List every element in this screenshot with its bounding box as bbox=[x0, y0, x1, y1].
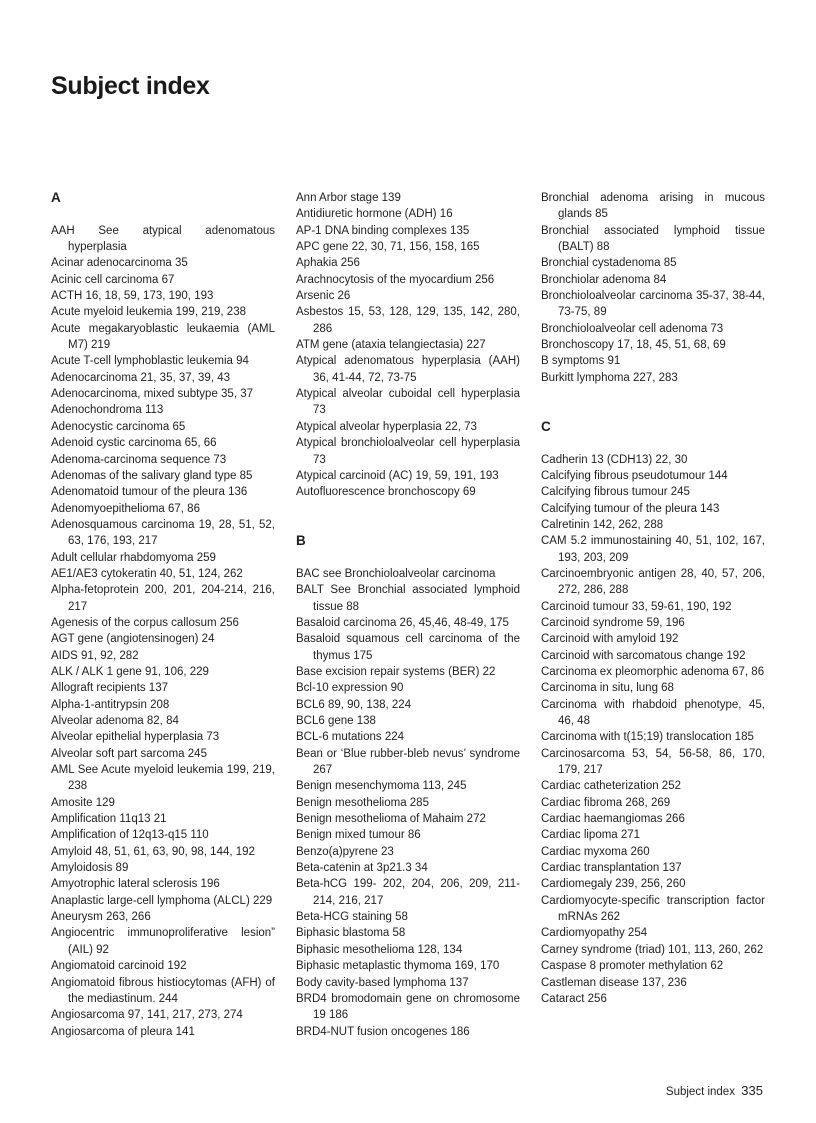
index-entry: Asbestos 15, 53, 128, 129, 135, 142, 280, 286 bbox=[296, 306, 520, 335]
index-column-1 bbox=[51, 190, 275, 1040]
section-letter-heading: C bbox=[541, 418, 551, 434]
index-column-2 bbox=[296, 190, 520, 1040]
index-entry: Angiosarcoma of pleura 141 bbox=[51, 1025, 195, 1038]
index-entry: AAH See atypical adenomatous hyperplasia bbox=[51, 224, 275, 254]
index-entry: Amyloidosis 89 bbox=[51, 862, 129, 875]
index-entry: Acinic cell carcinoma 67 bbox=[51, 273, 175, 286]
index-entry: Cardiac catheterization 252 bbox=[541, 780, 681, 793]
running-footer-label: Subject index bbox=[665, 1086, 735, 1098]
index-entry: Cardiomyopathy 254 bbox=[541, 927, 648, 940]
index-entry: Cataract 256 bbox=[541, 992, 607, 1005]
index-entry: Atypical adenomatous hyperplasia (AAH) 36, 41-44, 72, 73-75 bbox=[296, 355, 520, 384]
index-entry: Atypical alveolar hyperplasia 22, 73 bbox=[296, 420, 477, 433]
index-entry: Acute megakaryoblastic leukaemia (AML M7) 219 bbox=[51, 322, 275, 352]
index-entry: Alpha-fetoprotein 200, 201, 204-214, 216, 217 bbox=[51, 584, 275, 613]
index-entry: Calcifying fibrous pseudotumour 144 bbox=[541, 469, 728, 482]
index-entry: Alveolar epithelial hyperplasia 73 bbox=[51, 731, 220, 744]
index-entry: Beta-catenin at 3p21.3 34 bbox=[296, 862, 428, 875]
index-entry: BCL6 gene 138 bbox=[296, 715, 376, 727]
index-entry: Carcinoma ex pleomorphic adenoma 67, 86 bbox=[541, 665, 765, 678]
index-entry: Bcl-10 expression 90 bbox=[296, 682, 404, 695]
index-entry: BRD4 bromodomain gene on chromosome 19 186 bbox=[296, 992, 520, 1022]
index-entry: Amyotrophic lateral sclerosis 196 bbox=[51, 878, 220, 891]
index-entry: Angiocentric immunoproliferative lesion” (AIL) 92 bbox=[51, 927, 275, 956]
index-entry: Ann Arbor stage 139 bbox=[296, 192, 401, 204]
index-entry: Carcinoid tumour 33, 59-61, 190, 192 bbox=[541, 600, 732, 613]
index-entry: Amplification of 12q13-q15 110 bbox=[51, 829, 209, 842]
index-entry: Angiosarcoma 97, 141, 217, 273, 274 bbox=[51, 1009, 243, 1022]
index-entry: BAC see Bronchioloalveolar carcinoma bbox=[296, 567, 496, 580]
index-entry: Cardiomyocyte-specific transcription factor mRNAs 262 bbox=[541, 894, 765, 924]
index-entry: Adenoid cystic carcinoma 65, 66 bbox=[51, 437, 217, 450]
index-entry: Caspase 8 promoter methylation 62 bbox=[541, 960, 724, 973]
index-entry: Amplification 11q13 21 bbox=[51, 813, 167, 826]
index-entry: Cardiac transplantation 137 bbox=[541, 862, 682, 875]
index-entry: Castleman disease 137, 236 bbox=[541, 976, 687, 989]
index-entry: Carcinoma in situ, lung 68 bbox=[541, 682, 674, 695]
index-entry: Base excision repair systems (BER) 22 bbox=[296, 665, 496, 678]
page-footer bbox=[666, 1083, 763, 1098]
index-entry: AIDS 91, 92, 282 bbox=[51, 649, 139, 662]
index-entry: Body cavity-based lymphoma 137 bbox=[296, 976, 469, 989]
index-section-continued bbox=[541, 190, 765, 386]
index-entry: Adult cellular rhabdomyoma 259 bbox=[51, 551, 216, 564]
index-entry: Carney syndrome (triad) 101, 113, 260, 262 bbox=[541, 943, 764, 956]
index-entry: Alpha-1-antitrypsin 208 bbox=[51, 698, 170, 711]
index-entry: Acute T-cell lymphoblastic leukemia 94 bbox=[51, 355, 249, 368]
index-entry: Carcinoid with amyloid 192 bbox=[541, 633, 679, 646]
index-entry: Beta-hCG 199- 202, 204, 206, 209, 211-214, 216, 217 bbox=[296, 878, 520, 907]
index-entry: Bronchial adenoma arising in mucous glands 85 bbox=[541, 192, 765, 221]
index-entry: Calcifying tumour of the pleura 143 bbox=[541, 502, 720, 515]
index-entry: Antidiuretic hormone (ADH) 16 bbox=[296, 208, 453, 221]
page-number: 335 bbox=[741, 1083, 763, 1098]
index-entry: Adenomyoepithelioma 67, 86 bbox=[51, 502, 200, 515]
index-entry: Bronchioloalveolar carcinoma 35-37, 38-44, 73-75, 89 bbox=[541, 290, 765, 319]
index-entry: Bronchoscopy 17, 18, 45, 51, 68, 69 bbox=[541, 339, 726, 352]
index-entry: Biphasic metaplastic thymoma 169, 170 bbox=[296, 960, 500, 973]
index-entry: Bronchioloalveolar cell adenoma 73 bbox=[541, 322, 724, 335]
index-entry: Adenomas of the salivary gland type 85 bbox=[51, 469, 253, 482]
index-entry: Aneurysm 263, 266 bbox=[51, 911, 151, 924]
index-entry: Arachnocytosis of the myocardium 256 bbox=[296, 273, 495, 286]
index-entry: Agenesis of the corpus callosum 256 bbox=[51, 616, 239, 629]
index-entry: Calcifying fibrous tumour 245 bbox=[541, 486, 690, 499]
index-entry: Allograft recipients 137 bbox=[51, 682, 168, 695]
index-entry: Adenoma-carcinoma sequence 73 bbox=[51, 453, 227, 466]
index-entry: Atypical carcinoid (AC) 19, 59, 191, 193 bbox=[296, 469, 499, 482]
index-entry: B symptoms 91 bbox=[541, 355, 621, 368]
index-entry: Biphasic mesothelioma 128, 134 bbox=[296, 943, 463, 956]
index-entry: CAM 5.2 immunostaining 40, 51, 102, 167, 193, 203, 209 bbox=[541, 535, 765, 564]
index-entry: Benign mixed tumour 86 bbox=[296, 829, 421, 842]
index-section-b bbox=[296, 533, 520, 1040]
index-entry: Cardiomegaly 239, 256, 260 bbox=[541, 878, 686, 891]
index-entry: Alveolar adenoma 82, 84 bbox=[51, 715, 179, 727]
index-entry: BRD4-NUT fusion oncogenes 186 bbox=[296, 1025, 470, 1038]
index-entry: Carcinoid with sarcomatous change 192 bbox=[541, 649, 746, 662]
index-entry: Carcinoembryonic antigen 28, 40, 57, 206, 272, 286, 288 bbox=[541, 567, 765, 597]
index-entry: BCL-6 mutations 224 bbox=[296, 731, 405, 744]
index-entry: Adenosquamous carcinoma 19, 28, 51, 52, 63, 176, 193, 217 bbox=[51, 518, 275, 548]
index-entry: Angiomatoid carcinoid 192 bbox=[51, 960, 187, 973]
index-entry: Adenocarcinoma, mixed subtype 35, 37 bbox=[51, 388, 254, 401]
index-entry: Adenomatoid tumour of the pleura 136 bbox=[51, 486, 248, 499]
index-entry: Adenochondroma 113 bbox=[51, 404, 164, 417]
index-section-continued bbox=[296, 190, 520, 501]
index-entry: Angiomatoid fibrous histiocytomas (AFH) of the mediastinum. 244 bbox=[51, 976, 275, 1005]
index-entry: Arsenic 26 bbox=[296, 290, 351, 303]
index-entry: Carcinoma with rhabdoid phenotype, 45, 46, 48 bbox=[541, 698, 765, 727]
index-entry: Cardiac lipoma 271 bbox=[541, 829, 641, 842]
index-entry: Anaplastic large-cell lymphoma (ALCL) 229 bbox=[51, 894, 273, 907]
index-column-3 bbox=[541, 190, 765, 1007]
index-entry: Burkitt lymphoma 227, 283 bbox=[541, 371, 678, 384]
index-entry: Carcinoid syndrome 59, 196 bbox=[541, 616, 685, 629]
index-entry: AGT gene (angiotensinogen) 24 bbox=[51, 633, 215, 646]
index-section-a bbox=[51, 190, 275, 1040]
index-entry: Atypical bronchioloalveolar cell hyperplasia 73 bbox=[296, 437, 520, 466]
index-entry: Benign mesothelioma 285 bbox=[296, 796, 429, 809]
index-entry: Acinar adenocarcinoma 35 bbox=[51, 257, 188, 270]
index-entry: Amosite 129 bbox=[51, 796, 115, 809]
index-entry: Carcinosarcoma 53, 54, 56-58, 86, 170, 179, 217 bbox=[541, 747, 765, 777]
index-entry: Bronchial cystadenoma 85 bbox=[541, 257, 677, 270]
index-entry: BALT See Bronchial associated lymphoid tissue 88 bbox=[296, 584, 520, 613]
index-entry: Carcinoma with t(15;19) translocation 185 bbox=[541, 731, 754, 744]
section-letter-heading: A bbox=[51, 190, 61, 205]
index-entry: Beta-HCG staining 58 bbox=[296, 911, 408, 924]
index-entry: AP-1 DNA binding complexes 135 bbox=[296, 224, 470, 237]
index-entry: Aphakia 256 bbox=[296, 257, 360, 270]
index-entry: Bronchiolar adenoma 84 bbox=[541, 273, 667, 286]
index-entry: Atypical alveolar cuboidal cell hyperplasia 73 bbox=[296, 388, 520, 417]
index-entry: Benign mesenchymoma 113, 245 bbox=[296, 780, 467, 793]
index-entry: Cardiac haemangiomas 266 bbox=[541, 813, 685, 826]
index-entry: Benzo(a)pyrene 23 bbox=[296, 845, 394, 858]
index-entry: AML See Acute myeloid leukemia 199, 219, 238 bbox=[51, 764, 275, 793]
index-entry: APC gene 22, 30, 71, 156, 158, 165 bbox=[296, 241, 480, 254]
index-entry: Autofluorescence bronchoscopy 69 bbox=[296, 486, 476, 499]
page-title: Subject index bbox=[51, 72, 210, 100]
section-letter-heading: B bbox=[296, 533, 306, 549]
index-entry: ATM gene (ataxia telangiectasia) 227 bbox=[296, 339, 486, 352]
index-entry: Adenocarcinoma 21, 35, 37, 39, 43 bbox=[51, 371, 231, 384]
index-entry: Basaloid carcinoma 26, 45,46, 48-49, 175 bbox=[296, 616, 509, 629]
index-entry: AE1/AE3 cytokeratin 40, 51, 124, 262 bbox=[51, 567, 243, 580]
index-entry: Bean or ‘Blue rubber-bleb nevus’ syndrome 267 bbox=[296, 747, 520, 777]
index-entry: Amyloid 48, 51, 61, 63, 90, 98, 144, 192 bbox=[51, 845, 255, 858]
index-entry: Calretinin 142, 262, 288 bbox=[541, 518, 664, 531]
index-entry: Adenocystic carcinoma 65 bbox=[51, 420, 186, 433]
index-entry: Bronchial associated lymphoid tissue (BALT) 88 bbox=[541, 224, 765, 254]
index-entry: BCL6 89, 90, 138, 224 bbox=[296, 698, 412, 711]
index-entry: Acute myeloid leukemia 199, 219, 238 bbox=[51, 306, 246, 319]
index-section-c bbox=[541, 419, 765, 1007]
index-entry: Cadherin 13 (CDH13) 22, 30 bbox=[541, 453, 688, 466]
index-entry: ACTH 16, 18, 59, 173, 190, 193 bbox=[51, 290, 214, 303]
index-entry: Alveolar soft part sarcoma 245 bbox=[51, 747, 207, 760]
index-entry: Basaloid squamous cell carcinoma of the thymus 175 bbox=[296, 633, 520, 662]
index-entry: Biphasic blastoma 58 bbox=[296, 927, 406, 940]
index-entry: Benign mesothelioma of Mahaim 272 bbox=[296, 813, 486, 826]
index-entry: ALK / ALK 1 gene 91, 106, 229 bbox=[51, 665, 209, 678]
index-entry: Cardiac myxoma 260 bbox=[541, 845, 650, 858]
index-entry: Cardiac fibroma 268, 269 bbox=[541, 796, 671, 809]
